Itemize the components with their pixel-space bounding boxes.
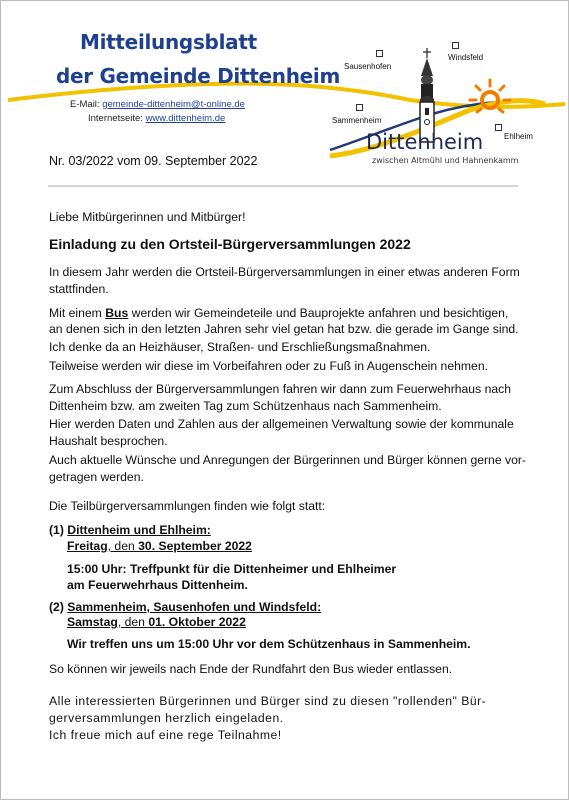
item-2-day: Samstag [67, 615, 118, 629]
item-1-date-prefix: , den [107, 539, 139, 553]
paragraph-2-line1 [49, 305, 508, 322]
item-1-places: Dittenheim und Ehlheim: [67, 523, 211, 537]
municipality-logo [330, 40, 550, 170]
email-line [70, 99, 245, 110]
item-1-detail-line1: 15:00 Uhr: Treffpunkt für die Dittenheimer und Ehlheimer [67, 562, 397, 576]
village-windsfeld: Windsfeld [448, 53, 484, 62]
sun-icon [468, 78, 512, 118]
paragraph-6-line2: Haushalt besprochen. [49, 434, 168, 448]
paragraph-7-line1: Auch aktuelle Wünsche und Anregungen der Bürgerinnen und Bürger können gerne vor- [49, 453, 526, 467]
paragraph-5-line1: Zum Abschluss der Bürgerversammlungen fahren wir dann zum Feuerwehrhaus nach [49, 382, 511, 396]
title-line2: der Gemeinde Dittenheim [56, 64, 341, 88]
closing-line2: gerversammlungen herzlich eingeladen. [49, 711, 284, 725]
item-2-date-prefix: , den [117, 615, 149, 629]
village-marker [495, 124, 502, 131]
item-1-number: (1) [49, 523, 64, 537]
paragraph-5-line2: Dittenheim bzw. am zweiten Tag zum Schützenhaus nach Sammenheim. [49, 399, 442, 413]
web-label: Internetseite: [88, 113, 143, 124]
item-2-date-line [67, 614, 246, 631]
logo-tagline: zwischen Altmühl und Hahnenkamm [372, 156, 519, 165]
paragraph-9: So können wir jeweils nach Ende der Rundfahrt den Bus wieder entlassen. [49, 662, 453, 676]
item-1-day: Freitag [67, 539, 108, 553]
web-link[interactable]: www.dittenheim.de [145, 113, 226, 124]
email-label: E-Mail: [70, 99, 100, 110]
logo-name: Dittenheim [366, 130, 484, 154]
village-sammenheim: Sammenheim [332, 116, 382, 125]
paragraph-2-line2: an denen sich in den letzten Jahren sehr viel getan hat bzw. die gerade im Gange sind. [49, 322, 519, 336]
email-link[interactable]: gemeinde-dittenheim@t-online.de [102, 99, 245, 110]
village-ehlheim: Ehlheim [504, 132, 533, 141]
item-2-places: Sammenheim, Sausenhofen und Windsfeld: [67, 600, 322, 614]
paragraph-3: Ich denke da an Heizhäuser, Straßen- und Erschließungsmaßnahmen. [49, 340, 431, 354]
paragraph-6-line1: Hier werden Daten und Zahlen aus der allgemeinen Verwaltung sowie der kommunale [49, 417, 514, 431]
title-line1: Mitteilungsblatt [80, 30, 257, 54]
item-2-number: (2) [49, 600, 64, 614]
village-marker [356, 104, 363, 111]
paragraph-8: Die Teilbürgerversammlungen finden wie folgt statt: [49, 499, 326, 513]
village-marker [376, 50, 383, 57]
item-1-date: 30. September 2022 [138, 539, 252, 553]
item-1-date-line [67, 538, 252, 555]
p2-text-a: Mit einem [49, 306, 106, 320]
issue-number: Nr. 03/2022 vom 09. September 2022 [49, 154, 258, 168]
item-1-detail-line2: am Feuerwehrhaus Dittenheim. [67, 578, 248, 592]
p2-text-b: werden wir Gemeindeteile und Bauprojekte anfahren und besichtigen, [128, 306, 509, 320]
closing-line1: Alle interessierten Bürgerinnen und Bürger sind zu diesen "rollenden" Bür- [49, 694, 487, 708]
letter-heading: Einladung zu den Ortsteil-Bürgerversammlungen 2022 [49, 236, 411, 252]
paragraph-7-line2: getragen werden. [49, 470, 144, 484]
item-1-places-line [49, 522, 211, 539]
closing-line3: Ich freue mich auf eine rege Teilnahme! [49, 728, 282, 742]
paragraph-4: Teilweise werden wir diese im Vorbeifahren oder zu Fuß in Augenschein nehmen. [49, 359, 488, 373]
bus-highlight: Bus [105, 306, 129, 320]
village-sausenhofen: Sausenhofen [344, 62, 392, 71]
item-2-date: 01. Oktober 2022 [148, 615, 246, 629]
paragraph-1-line1: In diesem Jahr werden die Ortsteil-Bürgerversammlungen in einer etwas anderen Form [49, 265, 520, 279]
web-line [88, 113, 225, 124]
item-2-detail-line1: Wir treffen uns um 15:00 Uhr vor dem Schützenhaus in Sammenheim. [67, 637, 471, 651]
salutation: Liebe Mitbürgerinnen und Mitbürger! [49, 210, 246, 224]
village-marker [452, 42, 459, 49]
paragraph-1-line2: stattfinden. [49, 282, 109, 296]
